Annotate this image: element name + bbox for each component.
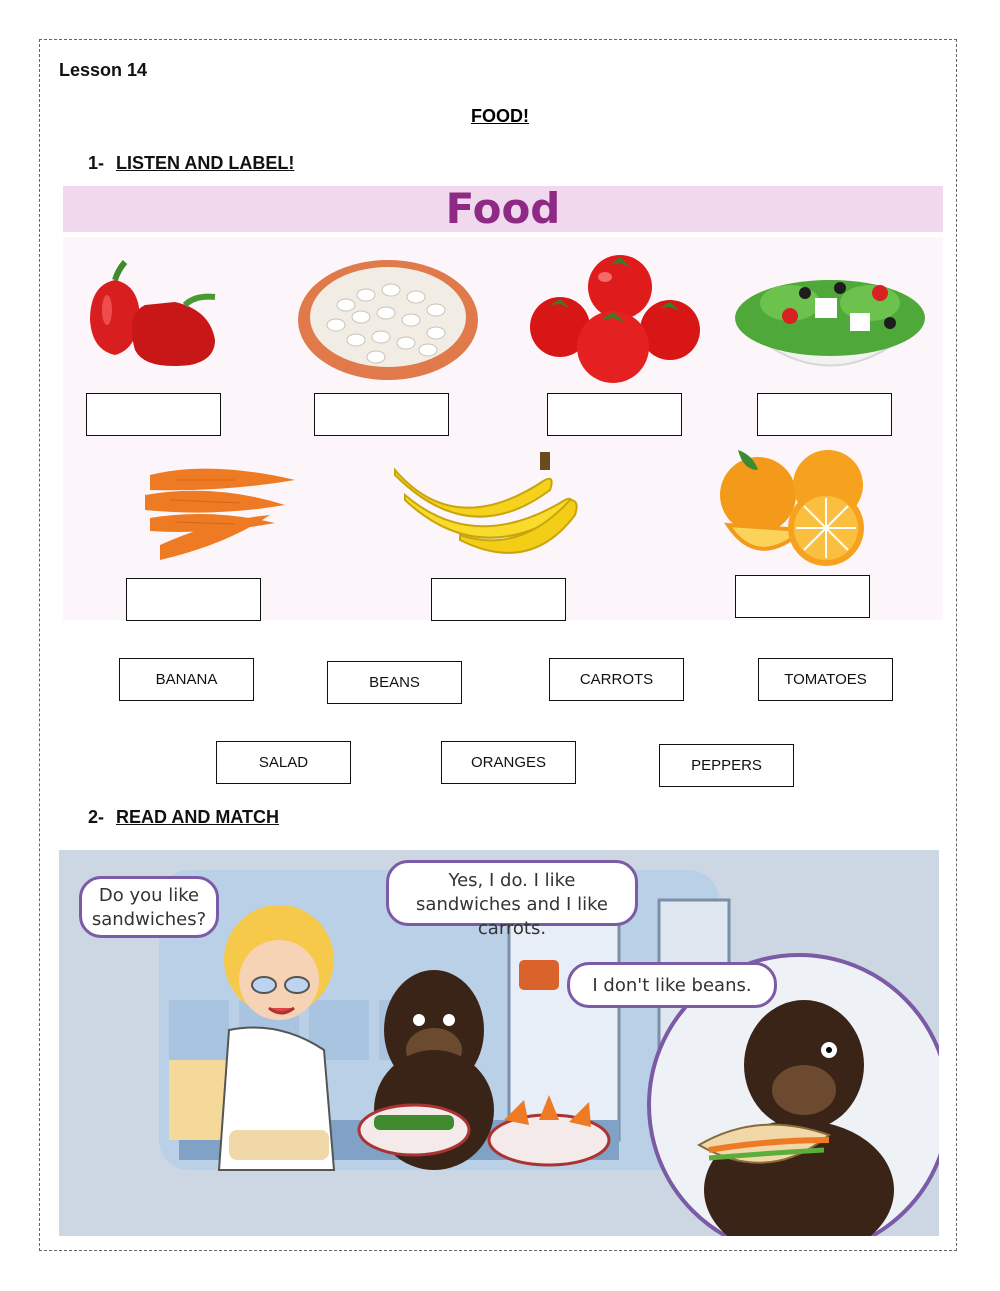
label-box-salad[interactable] — [757, 393, 892, 436]
word-card-carrots[interactable]: CARROTS — [549, 658, 684, 701]
word-card-oranges[interactable]: ORANGES — [441, 741, 576, 784]
speech-bubble-bear: Yes, I do. I like sandwiches and I like carrots. — [386, 860, 638, 926]
food-header: Food — [445, 184, 561, 233]
speech-bubble-girl: Do you like sandwiches? — [79, 876, 219, 938]
word-card-beans[interactable]: BEANS — [327, 661, 462, 704]
label-box-banana[interactable] — [431, 578, 566, 621]
word-card-tomatoes[interactable]: TOMATOES — [758, 658, 893, 701]
label-box-oranges[interactable] — [735, 575, 870, 618]
tomatoes-image — [525, 242, 705, 387]
label-box-tomatoes[interactable] — [547, 393, 682, 436]
word-card-peppers[interactable]: PEPPERS — [659, 744, 794, 787]
comic-illustration — [59, 850, 939, 1236]
banana-image — [390, 450, 580, 575]
section-2-heading: 2- READ AND MATCH — [88, 807, 279, 827]
peppers-image — [85, 255, 225, 375]
label-box-peppers[interactable] — [86, 393, 221, 436]
label-box-beans[interactable] — [314, 393, 449, 436]
lesson-label: Lesson 14 — [59, 60, 148, 80]
oranges-image — [718, 440, 873, 570]
word-card-banana[interactable]: BANANA — [119, 658, 254, 701]
carrots-image — [135, 450, 300, 575]
salad-image — [730, 258, 930, 383]
page-title: FOOD! — [471, 106, 529, 126]
section-1-heading: 1- LISTEN AND LABEL! — [88, 153, 295, 173]
speech-bubble-bear-beans: I don't like beans. — [567, 962, 777, 1008]
beans-image — [296, 255, 481, 385]
word-card-salad[interactable]: SALAD — [216, 741, 351, 784]
label-box-carrots[interactable] — [126, 578, 261, 621]
